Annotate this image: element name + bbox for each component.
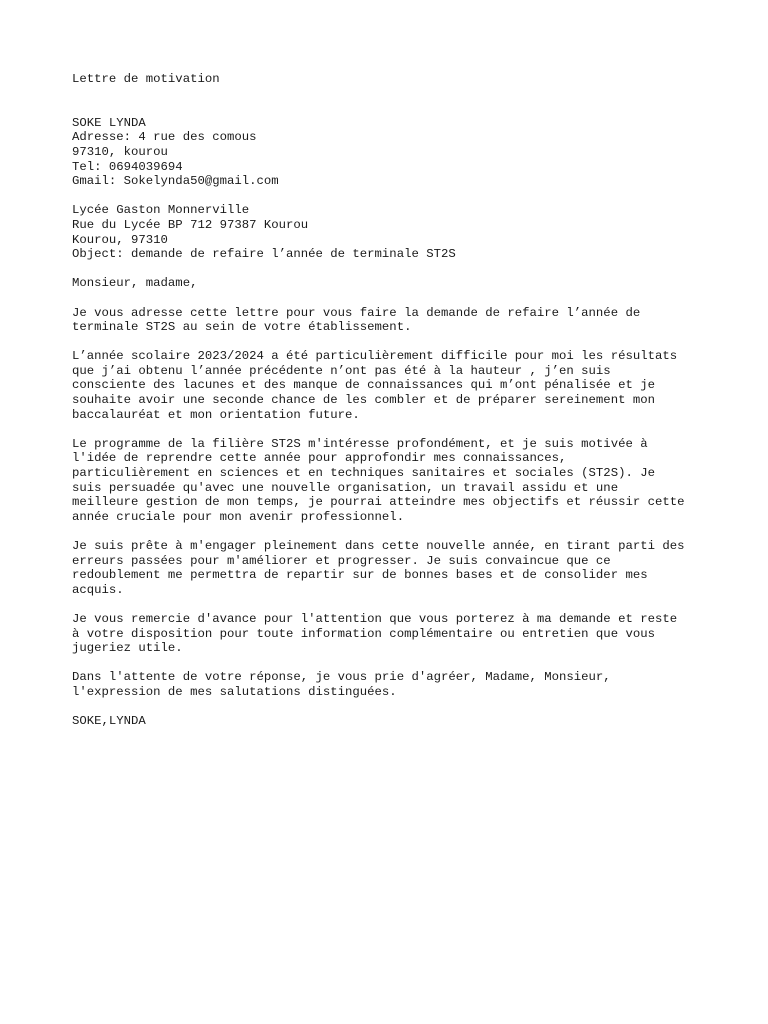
spacer	[72, 335, 712, 350]
paragraph-line: souhaite avoir une seconde chance de les combler et de préparer sereinement mon	[72, 393, 655, 408]
spacer	[72, 189, 712, 204]
recipient-city: Kourou, 97310	[72, 232, 168, 247]
paragraph-line: Dans l'attente de votre réponse, je vous prie d'agréer, Madame, Monsieur,	[72, 670, 611, 685]
paragraph-line: erreurs passées pour m'améliorer et progresser. Je suis convaincue que ce	[72, 553, 611, 568]
letter-body	[72, 306, 712, 715]
paragraph-line: que j’ai obtenu l’année précédente n’ont pas été à la hauteur , j’en suis	[72, 363, 611, 378]
paragraph-line: consciente des lacunes et des manque de connaissances qui m’ont pénalisée et je	[72, 378, 655, 393]
letter-object: Object: demande de refaire l’année de terminale ST2S	[72, 247, 456, 262]
paragraph-line: Je vous remercie d'avance pour l'attention que vous porterez à ma demande et reste	[72, 611, 678, 626]
paragraph-line: terminale ST2S au sein de votre établissement.	[72, 320, 412, 335]
salutation: Monsieur, madame,	[72, 276, 198, 291]
spacer	[72, 262, 712, 277]
spacer	[72, 422, 712, 437]
paragraph-line: à votre disposition pour toute information complémentaire ou entretien que vous	[72, 626, 655, 641]
sender-city: 97310, kourou	[72, 144, 168, 159]
sender-name: SOKE LYNDA	[72, 115, 146, 130]
paragraph-line: Je suis prête à m'engager pleinement dans cette nouvelle année, en tirant parti des	[72, 539, 685, 553]
spacer	[72, 656, 712, 671]
paragraph-line: l'expression de mes salutations distinguées.	[72, 684, 397, 699]
document-title: Lettre de motivation	[72, 72, 220, 86]
sender-email: Gmail: Sokelynda50@gmail.com	[72, 174, 279, 189]
paragraph-line: particulièrement en sciences et en techniques sanitaires et sociales (ST2S). Je	[72, 466, 655, 481]
body-paragraph	[72, 670, 712, 699]
spacer	[72, 87, 712, 116]
spacer	[72, 291, 712, 306]
body-paragraph	[72, 349, 712, 422]
paragraph-line: acquis.	[72, 582, 124, 597]
paragraph-line: l'idée de reprendre cette année pour approfondir mes connaissances,	[72, 451, 567, 466]
spacer	[72, 700, 712, 715]
sender-block	[72, 116, 712, 189]
body-paragraph	[72, 539, 712, 597]
recipient-name: Lycée Gaston Monnerville	[72, 203, 250, 218]
paragraph-line: meilleure gestion de mon temps, je pourrai atteindre mes objectifs et réussir cette	[72, 495, 685, 510]
paragraph-line: Je vous adresse cette lettre pour vous faire la demande de refaire l’année de	[72, 305, 641, 320]
spacer	[72, 597, 712, 612]
paragraph-line: L’année scolaire 2023/2024 a été particulièrement difficile pour moi les résultats	[72, 349, 678, 364]
body-paragraph	[72, 612, 712, 656]
paragraph-line: baccalauréat et mon orientation future.	[72, 407, 360, 422]
letter-page	[72, 72, 712, 729]
paragraph-line: année cruciale pour mon avenir professionnel.	[72, 509, 405, 524]
sender-address: Adresse: 4 rue des comous	[72, 130, 257, 145]
recipient-street: Rue du Lycée BP 712 97387 Kourou	[72, 217, 309, 232]
body-paragraph	[72, 437, 712, 525]
paragraph-line: jugeriez utile.	[72, 641, 183, 656]
body-paragraph	[72, 306, 712, 335]
signature: SOKE,LYNDA	[72, 714, 146, 729]
sender-phone: Tel: 0694039694	[72, 159, 183, 174]
recipient-block	[72, 203, 712, 261]
paragraph-line: Le programme de la filière ST2S m'intéresse profondément, et je suis motivée à	[72, 436, 648, 451]
paragraph-line: suis persuadée qu'avec une nouvelle organisation, un travail assidu et une	[72, 480, 619, 495]
spacer	[72, 524, 712, 539]
paragraph-line: redoublement me permettra de repartir sur de bonnes bases et de consolider mes	[72, 568, 648, 583]
